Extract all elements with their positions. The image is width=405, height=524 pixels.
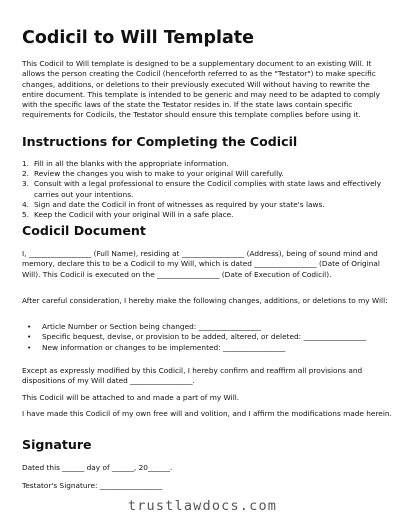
step-text: Sign and date the Codicil in front of witnesses as required by your state's laws.	[34, 199, 325, 209]
list-item	[22, 343, 392, 353]
change-text: Article Number or Section being changed: _________________	[42, 322, 261, 331]
step-text: Fill in all the blanks with the appropriate information.	[34, 159, 229, 168]
document-title: Codicil to Will Template	[22, 28, 255, 48]
codicil-heading: Codicil Document	[22, 223, 146, 238]
list-item	[22, 322, 392, 332]
testator-signature-line: Testator's Signature: _________________	[22, 481, 163, 490]
bullet-icon: •	[27, 322, 32, 331]
step-number: 4.	[22, 199, 30, 209]
changes-intro-paragraph: After careful consideration, I hereby make the following changes, additions, or deletions to my Will:	[22, 296, 388, 305]
step-number: 3.	[22, 179, 30, 189]
step-number: 2.	[22, 169, 30, 179]
changes-list	[22, 322, 392, 353]
instructions-list	[22, 159, 392, 220]
bullet-icon: •	[27, 342, 32, 352]
except-paragraph: Except as expressly modified by this Codicil, I hereby confirm and reaffirm all provisions and dispositions of my Will dated _________________.	[22, 366, 363, 386]
change-text: New information or changes to be implemented: _________________	[42, 342, 286, 352]
list-item	[22, 159, 392, 169]
signature-heading: Signature	[22, 437, 92, 452]
step-number: 1.	[22, 159, 30, 168]
list-item	[22, 169, 392, 179]
list-item	[22, 210, 392, 220]
step-number: 5.	[22, 210, 30, 220]
dated-line: Dated this ______ day of ______, 20______.	[22, 463, 173, 472]
intro-paragraph: This Codicil to Will template is designed to be a supplementary document to an existing Will. It allows the person creating the Codicil (henceforth referred to as the "Testator") to make specific changes, additions, or deletions to their previously executed Will without having to rewrite the entire document. This template is intended to be generic and may need to be adapted to comply with the specific laws of the state the Testator resides in. If the state laws contain specific requirements for Codicils, the Testator should ensure this template complies before using it.	[22, 59, 381, 120]
list-item	[22, 179, 392, 199]
free-will-paragraph: I have made this Codicil of my own free will and volition, and I affirm the modifications made herein.	[22, 409, 392, 418]
declaration-paragraph: I, _________________ (Full Name), residing at _________________ (Address), being of sound mind and memory, declare this to be a Codicil to my Will, which is dated _________________ (Date of Original Will). This Codicil is executed on the _________________ (Date of Execution of Codicil).	[22, 249, 380, 279]
step-text: Review the changes you wish to make to your original Will carefully.	[34, 169, 284, 179]
instructions-heading: Instructions for Completing the Codicil	[22, 134, 298, 149]
attach-paragraph: This Codicil will be attached to and made a part of my Will.	[22, 393, 240, 402]
step-text: Keep the Codicil with your original Will in a safe place.	[34, 210, 234, 220]
bullet-icon: •	[27, 332, 32, 342]
step-text: Consult with a legal professional to ensure the Codicil complies with state laws and effectively carries out your intentions.	[34, 179, 382, 199]
list-item	[22, 200, 392, 210]
change-text: Specific bequest, devise, or provision to be added, altered, or deleted: _________________	[42, 332, 366, 342]
watermark: trustlawdocs.com	[127, 498, 278, 514]
list-item	[22, 332, 392, 342]
